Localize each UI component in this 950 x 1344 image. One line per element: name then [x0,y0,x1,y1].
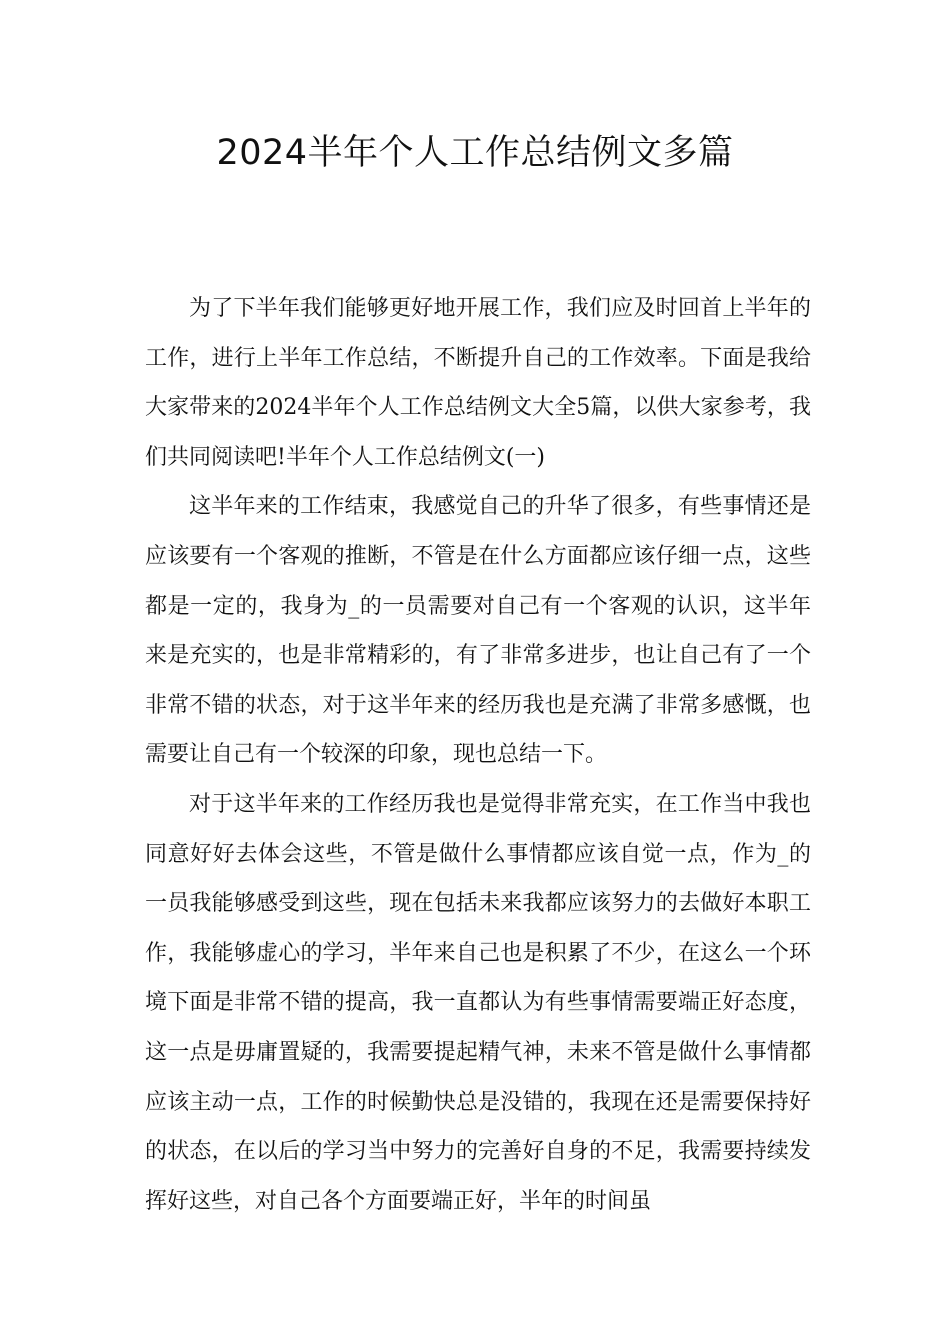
paragraph-2: 这半年来的工作结束，我感觉自己的升华了很多，有些事情还是应该要有一个客观的推断，不管是在什么方面都应该仔细一点，这些都是一定的，我身为_的一员需要对自己有一个客观的认识，这半年来是充实的，也是非常精彩的，有了非常多进步，也让自己有了一个非常不错的状态，对于这半年来的经历我也是充满了非常多感慨，也需要让自己有一个较深的印象，现也总结一下。 [145,494,811,768]
document-body [145,284,811,1226]
paragraph-3: 对于这半年来的工作经历我也是觉得非常充实，在工作当中我也同意好好去体会这些，不管是做什么事情都应该自觉一点，作为_的一员我能够感受到这些，现在包括未来我都应该努力的去做好本职工作，我能够虚心的学习，半年来自己也是积累了不少，在这么一个环境下面是非常不错的提高，我一直都认为有些事情需要端正好态度，这一点是毋庸置疑的，我需要提起精气神，未来不管是做什么事情都应该主动一点，工作的时候勤快总是没错的，我现在还是需要保持好的状态，在以后的学习当中努力的完善好自身的不足，我需要持续发挥好这些，对自己各个方面要端正好，半年的时间虽 [145,791,811,1214]
document-title: 2024半年个人工作总结例文多篇 [216,133,734,173]
paragraph-intro: 为了下半年我们能够更好地开展工作，我们应及时回首上半年的工作，进行上半年工作总结，不断提升自己的工作效率。下面是我给大家带来的2024半年个人工作总结例文大全5篇，以供大家参考，我们共同阅读吧!半年个人工作总结例文(一) [145,296,811,470]
